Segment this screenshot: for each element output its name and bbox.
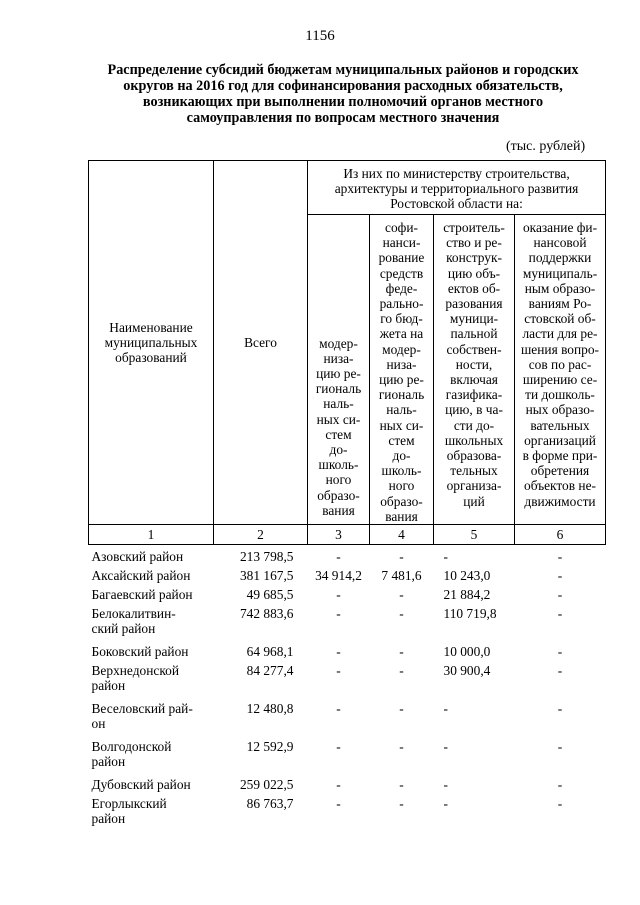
header-line: до-: [392, 448, 411, 464]
col6-value: -: [557, 796, 563, 812]
table-row: [89, 568, 606, 587]
table-row: [89, 777, 606, 796]
municipality-name-line: район: [91, 754, 126, 770]
col3-value: -: [336, 644, 341, 660]
header-group: [308, 161, 606, 215]
col3-value: -: [336, 701, 341, 717]
header-line: объектов не-: [524, 478, 596, 494]
column-number: 3: [308, 525, 370, 545]
municipality-name-line: район: [91, 678, 126, 694]
column-number: 5: [434, 525, 515, 545]
col6-value: -: [557, 587, 563, 603]
total-value: 259 022,5: [239, 777, 294, 793]
header-line: в форме при-: [522, 448, 598, 464]
col5-value: -: [443, 796, 448, 812]
total-value: 12 592,9: [246, 739, 294, 755]
col4-value: -: [399, 701, 404, 717]
municipality-name-line: он: [91, 716, 106, 732]
municipality-name-line: Егорлыкский: [91, 796, 167, 812]
title-line: самоуправления по вопросам местного значения: [186, 110, 500, 126]
header-line: гиональ: [378, 387, 425, 403]
col6-value: -: [557, 568, 563, 584]
header-line: Ростовской области на:: [390, 196, 523, 212]
col6-value: -: [557, 701, 563, 717]
header-line: сти до-: [453, 417, 495, 433]
header-line: стовской об-: [524, 311, 596, 327]
municipality-name: [89, 644, 214, 663]
header-line: модер-: [382, 341, 421, 357]
total-value: 12 480,8: [246, 701, 294, 717]
column-number: 4: [370, 525, 434, 545]
unit-label: (тыс. рублей): [506, 139, 586, 154]
col5-value: 30 900,4: [443, 663, 491, 679]
header-line: включая: [450, 372, 498, 388]
header-line: ваниям Ро-: [528, 296, 592, 312]
header-line: образова-: [446, 448, 502, 464]
col4-value: -: [399, 796, 404, 812]
col5-value: -: [443, 549, 448, 565]
header-line: муниципальных: [104, 334, 198, 350]
col5-value: 10 243,0: [443, 568, 491, 584]
header-line: оказание фи-: [522, 220, 598, 235]
header-line: образований: [115, 350, 187, 366]
table-row: [89, 644, 606, 663]
header-line: Всего: [244, 334, 277, 350]
table-row: [89, 663, 606, 701]
header-col4: [370, 215, 434, 525]
col3-value: -: [336, 739, 341, 755]
header-line: вания: [322, 502, 355, 518]
page-number: 1156: [305, 28, 335, 44]
header-line: цию объ-: [447, 265, 501, 281]
municipality-name: [89, 739, 214, 777]
municipality-name-line: Аксайский район: [91, 568, 191, 584]
col6-value: -: [557, 606, 563, 622]
header-line: цию, в ча-: [445, 402, 503, 418]
total-value: 742 883,6: [239, 606, 294, 622]
header-line: ных си-: [379, 417, 424, 433]
header-line: школь-: [318, 457, 359, 473]
header-line: ство и ре-: [446, 235, 502, 251]
header-line: собствен-: [446, 341, 502, 357]
municipality-name-line: Веселовский рай-: [91, 701, 193, 717]
column-number-row: [89, 525, 606, 545]
header-line: ширению се-: [522, 372, 598, 388]
col3-value: -: [336, 777, 341, 793]
header-line: софи-: [385, 220, 418, 235]
header-line: муници-: [449, 311, 499, 327]
header-line: газифика-: [445, 387, 503, 403]
header-line: организа-: [446, 478, 502, 494]
header-line: вательных: [530, 417, 590, 433]
municipality-name-line: район: [91, 811, 126, 827]
municipality-name-line: ский район: [91, 621, 156, 637]
header-line: ласти для ре-: [522, 326, 598, 342]
table-row: [89, 549, 606, 568]
table-row: [89, 587, 606, 606]
header-line: ных си-: [316, 411, 361, 427]
header-line: ного: [325, 472, 352, 488]
total-value: 64 968,1: [246, 644, 294, 660]
municipality-name-line: Азовский район: [91, 549, 184, 565]
col5-value: -: [443, 739, 448, 755]
header-line: низа-: [323, 350, 354, 366]
col4-value: -: [399, 606, 404, 622]
municipality-name: [89, 587, 214, 606]
municipality-name-line: Боковский район: [91, 644, 189, 660]
header-line: рально-: [379, 296, 424, 312]
col3-value: -: [336, 606, 341, 622]
col4-value: -: [399, 777, 404, 793]
header-line: нансовой: [533, 235, 587, 251]
total-value: 381 167,5: [239, 568, 294, 584]
header-line: вания: [385, 508, 418, 524]
title-line: Распределение субсидий бюджетам муниципальных районов и городских: [107, 62, 579, 78]
header-line: ектов об-: [447, 280, 501, 296]
col5-value: -: [443, 701, 448, 717]
municipality-name-line: Белокалитвин-: [91, 606, 176, 622]
header-line: средств: [379, 265, 424, 281]
header-line: ций: [463, 493, 485, 509]
header-line: образо-: [317, 487, 360, 503]
column-number: 2: [214, 525, 308, 545]
total-value: 49 685,5: [246, 587, 294, 603]
header-line: образо-: [380, 493, 423, 509]
subsidy-table: [88, 160, 606, 834]
header-line: шения вопро-: [520, 341, 600, 357]
column-number: 6: [515, 525, 606, 545]
table-body: [89, 545, 606, 835]
col4-value: -: [399, 549, 404, 565]
header-line: ных образо-: [525, 402, 595, 418]
header-line: организаций: [524, 432, 596, 448]
table-row: [89, 606, 606, 644]
header-line: конструк-: [446, 250, 502, 266]
col4-value: -: [399, 663, 404, 679]
col6-value: -: [557, 777, 563, 793]
header-line: нанси-: [382, 235, 421, 251]
header-line: цию ре-: [316, 366, 361, 382]
col3-value: -: [336, 663, 341, 679]
header-line: жета на: [379, 326, 424, 342]
header-line: модер-: [319, 335, 358, 351]
column-number: 1: [89, 525, 214, 545]
col6-value: -: [557, 739, 563, 755]
municipality-name: [89, 701, 214, 739]
header-line: наль-: [323, 396, 354, 412]
col4-value: -: [399, 739, 404, 755]
header-col5: [434, 215, 515, 525]
table-row: [89, 701, 606, 739]
total-value: 84 277,4: [246, 663, 294, 679]
header-line: школь-: [381, 463, 422, 479]
table-row: [89, 739, 606, 777]
header-line: до-: [329, 442, 348, 458]
header-line: разования: [445, 296, 503, 312]
header-line: ти дошколь-: [525, 387, 595, 403]
title-line: округов на 2016 год для софинансирования расходных обязательств,: [123, 78, 563, 94]
total-value: 86 763,7: [246, 796, 294, 812]
municipality-name-line: Верхнедонской: [91, 663, 180, 679]
col6-value: -: [557, 644, 563, 660]
col3-value: -: [336, 796, 341, 812]
municipality-name-line: Дубовский район: [91, 777, 191, 793]
municipality-name: [89, 606, 214, 644]
table-row: [89, 796, 606, 834]
header-line: муниципаль-: [522, 265, 598, 281]
header-line: ности,: [455, 356, 493, 372]
header-name: [89, 161, 214, 525]
municipality-name-line: Волгодонской: [91, 739, 172, 755]
col4-value: -: [399, 644, 404, 660]
header-total: [214, 161, 308, 525]
header-line: ного: [388, 478, 415, 494]
title-line: возникающих при выполнении полномочий органов местного: [142, 94, 544, 110]
header-line: наль-: [386, 402, 417, 418]
header-line: Из них по министерству строительства,: [343, 166, 570, 181]
document-title: [88, 62, 598, 126]
header-line: обретения: [530, 463, 590, 479]
header-line: гиональ: [315, 381, 362, 397]
municipality-name: [89, 777, 214, 796]
header-col6: [515, 215, 606, 525]
col5-value: -: [443, 777, 448, 793]
total-value: 213 798,5: [239, 549, 294, 565]
header-line: Наименование: [109, 319, 193, 335]
municipality-name: [89, 549, 214, 568]
col6-value: -: [557, 549, 563, 565]
col3-value: 34 914,2: [315, 568, 362, 584]
header-line: стем: [325, 426, 352, 442]
municipality-name: [89, 796, 214, 834]
header-line: рование: [378, 250, 425, 266]
header-line: стем: [388, 432, 415, 448]
header-line: низа-: [386, 356, 417, 372]
col3-value: -: [336, 549, 341, 565]
col4-value: 7 481,6: [381, 568, 422, 584]
municipality-name: [89, 568, 214, 587]
municipality-name-line: Багаевский район: [91, 587, 193, 603]
col3-value: -: [336, 587, 341, 603]
col5-value: 110 719,8: [443, 606, 497, 622]
header-line: поддержки: [528, 250, 592, 266]
col5-value: 21 884,2: [443, 587, 491, 603]
header-col3: [308, 215, 370, 525]
header-line: школьных: [444, 432, 504, 448]
header-line: сов по рас-: [528, 356, 592, 372]
header-line: ным образо-: [524, 280, 596, 296]
header-line: пальной: [450, 326, 498, 342]
header-line: строитель-: [443, 220, 505, 235]
header-line: архитектуры и территориального развития: [334, 181, 579, 197]
header-line: феде-: [385, 280, 418, 296]
header-line: го бюд-: [380, 311, 423, 327]
header-line: движимости: [524, 493, 596, 509]
col5-value: 10 000,0: [443, 644, 491, 660]
col6-value: -: [557, 663, 563, 679]
col4-value: -: [399, 587, 404, 603]
header-line: цию ре-: [379, 372, 424, 388]
header-line: тельных: [450, 463, 498, 479]
municipality-name: [89, 663, 214, 701]
